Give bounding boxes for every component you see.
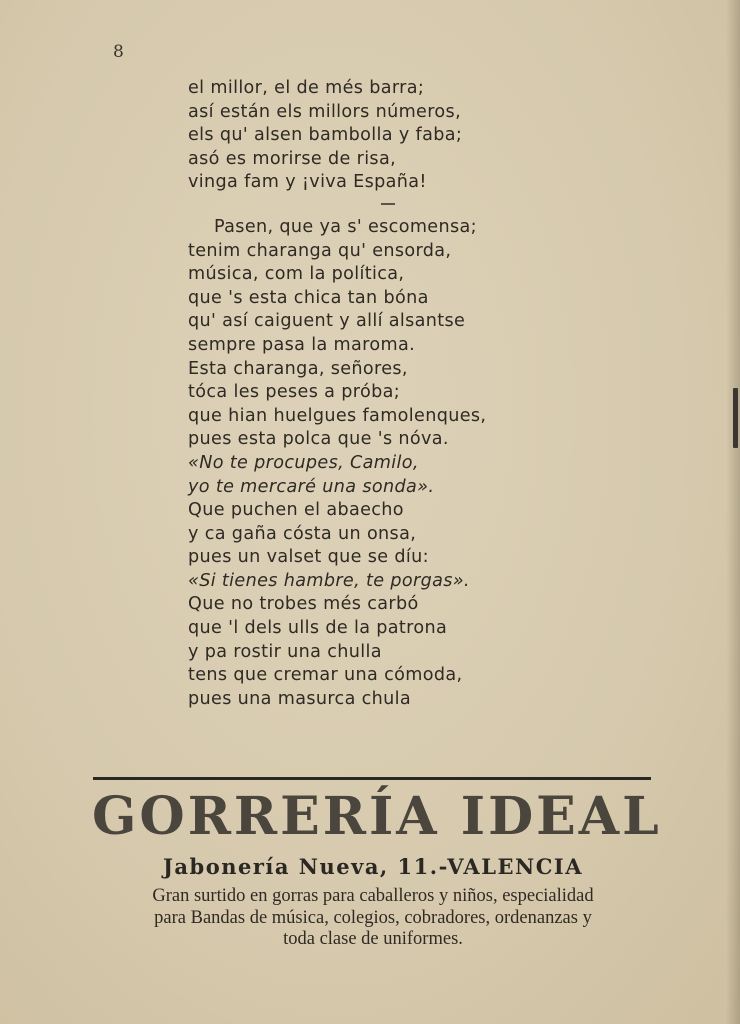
poem-line: vinga fam y ¡viva España!: [188, 172, 427, 193]
poem-line-italic: yo te mercaré una sonda».: [188, 476, 435, 497]
poem-line: Que no trobes més carbó: [188, 594, 419, 615]
poem-line: qu' así caiguent y allí alsantse: [188, 311, 466, 332]
poem-line: música, com la política,: [188, 264, 405, 285]
advertisement-line: para Bandas de música, colegios, cobradores, ordenanzas y: [154, 907, 592, 928]
page-number: 8: [113, 42, 124, 62]
poem-line: tenim charanga qu' ensorda,: [188, 240, 452, 261]
poem-line: Esta charanga, señores,: [188, 358, 408, 379]
page-edge-shadow: [726, 0, 740, 1024]
advertisement-line: Gran surtido en gorras para caballeros y niños, especialidad: [152, 886, 594, 906]
poem-line: que 'l dels ulls de la patrona: [188, 618, 448, 639]
poem-line: els qu' alsen bambolla y faba;: [188, 125, 463, 146]
poem-line-italic: «Si tienes hambre, te porgas».: [188, 570, 470, 591]
advertisement-body: [90, 886, 656, 951]
poem-line: y pa rostir una chulla: [188, 641, 382, 662]
page-tab-mark: [733, 388, 738, 448]
poem-line: el millor, el de més barra;: [188, 78, 425, 98]
advertisement-title: GORRERÍA IDEAL: [92, 786, 662, 847]
poem-line: Que puchen el abaecho: [188, 500, 404, 521]
poem-line: pues un valset que se díu:: [188, 547, 429, 568]
poem-line: tóca les peses a próba;: [188, 382, 401, 403]
advertisement-divider: [93, 777, 651, 780]
stanza-separator: [188, 195, 588, 216]
poem-line: sempre pasa la maroma.: [188, 334, 416, 355]
poem-line: Pasen, que ya s' escomensa;: [214, 216, 477, 237]
advertisement-address: Jabonería Nueva, 11.-VALENCIA: [162, 854, 584, 879]
poem-line-italic: «No te procupes, Camilo,: [188, 452, 419, 473]
poem-line: así están els millors números,: [188, 101, 462, 122]
poem-line: asó es morirse de risa,: [188, 148, 397, 169]
poem-line: pues una masurca chula: [188, 688, 412, 709]
separator-dash: [381, 203, 395, 205]
poem-text: [188, 77, 588, 711]
poem-line: pues esta polca que 's nóva.: [188, 429, 449, 450]
advertisement-line: toda clase de uniformes.: [283, 929, 463, 949]
poem-line: que 's esta chica tan bóna: [188, 287, 429, 308]
poem-line: tens que cremar una cómoda,: [188, 665, 463, 686]
poem-line: que hian huelgues famolenques,: [188, 405, 487, 426]
poem-line: y ca gaña cósta un onsa,: [188, 523, 417, 544]
